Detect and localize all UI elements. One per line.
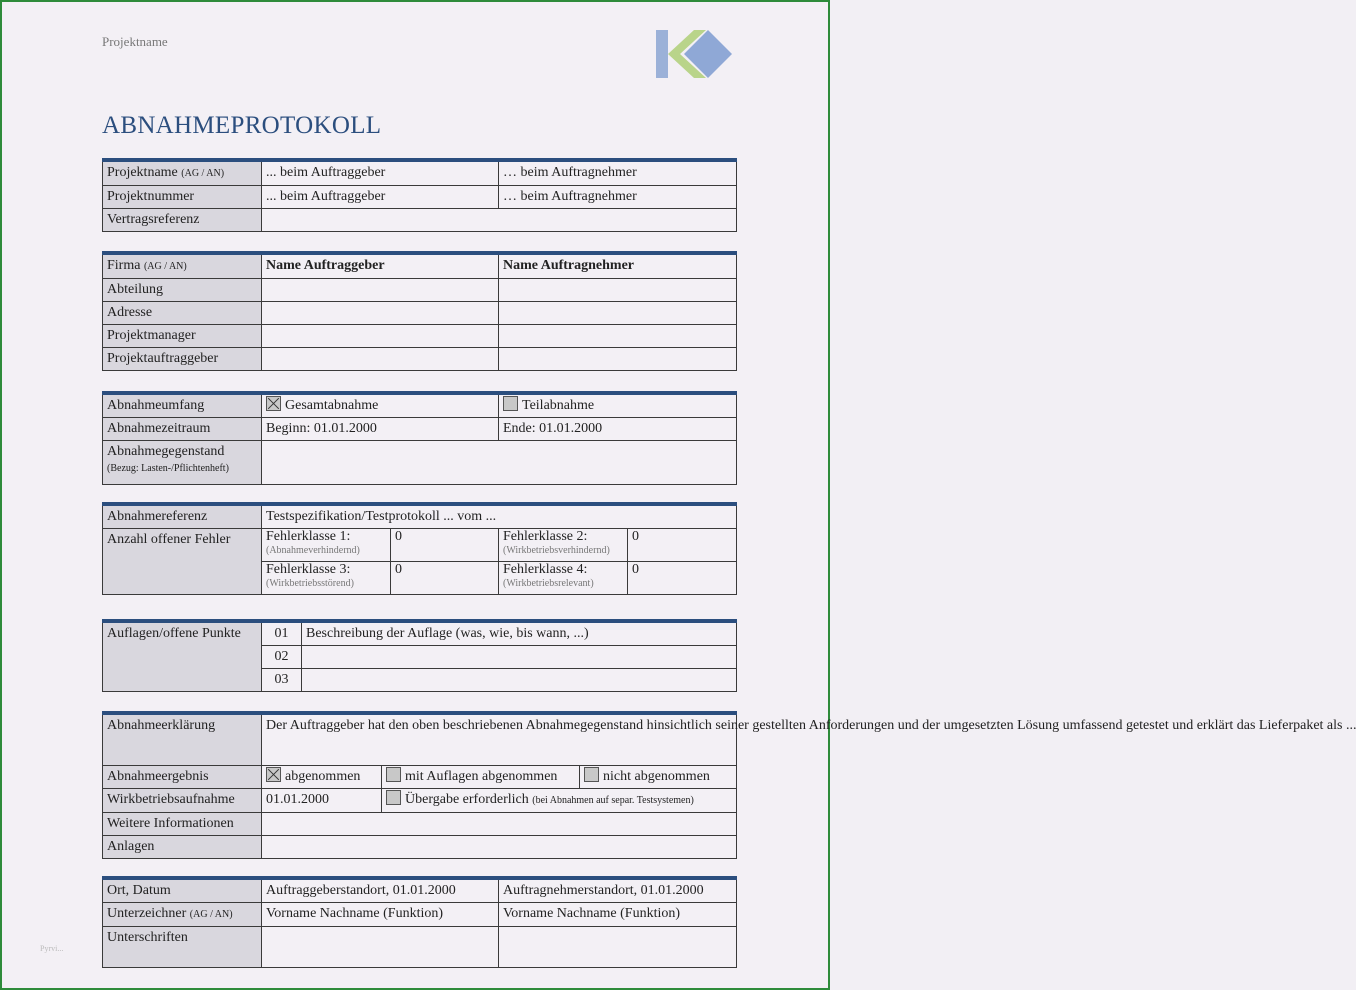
table-row <box>103 418 737 441</box>
condition-number: 03 <box>262 669 302 692</box>
table-row <box>103 878 737 903</box>
project-name-ag-field[interactable]: ... beim Auftraggeber <box>262 160 499 186</box>
project-number-ag-field[interactable]: ... beim Auftraggeber <box>262 186 499 209</box>
project-name-label: Projektname (AG / AN) <box>103 160 262 186</box>
go-live-date-field[interactable]: 01.01.2000 <box>262 789 382 813</box>
condition-description-field[interactable]: Beschreibung der Auflage (was, wie, bis wann, ...) <box>302 621 737 646</box>
table-row <box>103 529 737 562</box>
project-number-an-field[interactable]: … beim Auftragnehmer <box>499 186 737 209</box>
watermark: Pyrvi... <box>40 944 64 953</box>
defect-class-1-value[interactable]: 0 <box>391 529 499 562</box>
table-row <box>103 279 737 302</box>
table-row <box>103 325 737 348</box>
table-row <box>103 813 737 836</box>
table-row <box>103 836 737 859</box>
defects-table <box>102 502 737 595</box>
checkbox-icon[interactable] <box>386 790 401 805</box>
table-row <box>103 903 737 927</box>
attachments-label: Anlagen <box>103 836 262 859</box>
acceptance-reference-field[interactable]: Testspezifikation/Testprotokoll ... vom ... <box>262 504 737 529</box>
department-label: Abteilung <box>103 279 262 302</box>
period-end-field[interactable]: Ende: 01.01.2000 <box>499 418 737 441</box>
client-name-header: Name Auftraggeber <box>262 253 499 279</box>
project-manager-label: Projektmanager <box>103 325 262 348</box>
signatory-label: Unterzeichner (AG / AN) <box>103 903 262 927</box>
defect-class-2-value[interactable]: 0 <box>628 529 737 562</box>
signatures-label: Unterschriften <box>103 927 262 968</box>
project-name-an-field[interactable]: … beim Auftragnehmer <box>499 160 737 186</box>
open-defects-label: Anzahl offener Fehler <box>103 529 262 595</box>
defect-class-3: Fehlerklasse 3: (Wirkbetriebsstörend) <box>262 562 391 595</box>
checkbox-checked-icon[interactable] <box>266 767 281 782</box>
attachments-field[interactable] <box>262 836 737 859</box>
accepted-option[interactable]: abgenommen <box>262 766 382 789</box>
acceptance-declaration-label: Abnahmeerklärung <box>103 713 262 766</box>
table-row <box>103 713 737 766</box>
company-logo-icon <box>654 28 736 80</box>
handover-required-option[interactable]: Übergabe erforderlich (bei Abnahmen auf separ. Testsystemen) <box>382 789 737 813</box>
not-accepted-option[interactable]: nicht abgenommen <box>580 766 737 789</box>
checkbox-icon[interactable] <box>503 396 518 411</box>
company-label: Firma (AG / AN) <box>103 253 262 279</box>
checkbox-icon[interactable] <box>584 767 599 782</box>
address-ag-field[interactable] <box>262 302 499 325</box>
conditions-label: Auflagen/offene Punkte <box>103 621 262 692</box>
table-row <box>103 160 737 186</box>
table-row <box>103 253 737 279</box>
accepted-with-conditions-option[interactable]: mit Auflagen abgenommen <box>382 766 580 789</box>
condition-number: 01 <box>262 621 302 646</box>
acceptance-object-field[interactable] <box>262 441 737 485</box>
place-date-label: Ort, Datum <box>103 878 262 903</box>
header-project-name: Projektname <box>102 34 168 49</box>
company-table <box>102 251 737 371</box>
checkbox-checked-icon[interactable] <box>266 396 281 411</box>
project-sponsor-ag-field[interactable] <box>262 348 499 371</box>
acceptance-period-label: Abnahmezeitraum <box>103 418 262 441</box>
condition-number: 02 <box>262 646 302 669</box>
period-begin-field[interactable]: Beginn: 01.01.2000 <box>262 418 499 441</box>
further-info-label: Weitere Informationen <box>103 813 262 836</box>
department-an-field[interactable] <box>499 279 737 302</box>
place-date-an-field[interactable]: Auftragnehmerstandort, 01.01.2000 <box>499 878 737 903</box>
signatory-an-field[interactable]: Vorname Nachname (Funktion) <box>499 903 737 927</box>
project-sponsor-label: Projektauftraggeber <box>103 348 262 371</box>
contract-reference-label: Vertragsreferenz <box>103 209 262 232</box>
address-label: Adresse <box>103 302 262 325</box>
table-row <box>103 302 737 325</box>
acceptance-scope-table <box>102 391 737 485</box>
declaration-table <box>102 711 1356 859</box>
table-row <box>103 393 737 418</box>
table-row <box>103 621 737 646</box>
condition-description-field[interactable] <box>302 669 737 692</box>
table-row <box>103 504 737 529</box>
project-manager-ag-field[interactable] <box>262 325 499 348</box>
table-row <box>103 766 737 789</box>
go-live-label: Wirkbetriebsaufnahme <box>103 789 262 813</box>
acceptance-result-label: Abnahmeergebnis <box>103 766 262 789</box>
signature-ag-field[interactable] <box>262 927 499 968</box>
signature-an-field[interactable] <box>499 927 737 968</box>
department-ag-field[interactable] <box>262 279 499 302</box>
table-row <box>103 927 737 968</box>
acceptance-scope-label: Abnahmeumfang <box>103 393 262 418</box>
acceptance-object-label: Abnahmegegenstand (Bezug: Lasten-/Pflichtenheft) <box>103 441 262 485</box>
acceptance-declaration-text: Der Auftraggeber hat den oben beschriebenen Abnahmegegenstand hinsichtlich seiner gestellten Anforderungen und der umgesetzten Lösung umfassend getestet und erklärt das Lieferpaket als ... <box>262 713 737 766</box>
contractor-name-header: Name Auftragnehmer <box>499 253 737 279</box>
address-an-field[interactable] <box>499 302 737 325</box>
table-row <box>103 348 737 371</box>
condition-description-field[interactable] <box>302 646 737 669</box>
document-title: ABNAHMEPROTOKOLL <box>102 112 382 139</box>
defect-class-2: Fehlerklasse 2: (Wirkbetriebsverhindernd) <box>499 529 628 562</box>
project-sponsor-an-field[interactable] <box>499 348 737 371</box>
project-number-label: Projektnummer <box>103 186 262 209</box>
partial-acceptance-option[interactable]: Teilabnahme <box>499 393 737 418</box>
table-row <box>103 441 737 485</box>
contract-reference-field[interactable] <box>262 209 737 232</box>
defect-class-3-value[interactable]: 0 <box>391 562 499 595</box>
table-row <box>103 209 737 232</box>
defect-class-1: Fehlerklasse 1: (Abnahmeverhindernd) <box>262 529 391 562</box>
defect-class-4: Fehlerklasse 4: (Wirkbetriebsrelevant) <box>499 562 628 595</box>
place-date-ag-field[interactable]: Auftraggeberstandort, 01.01.2000 <box>262 878 499 903</box>
defect-class-4-value[interactable]: 0 <box>628 562 737 595</box>
checkbox-icon[interactable] <box>386 767 401 782</box>
signatory-ag-field[interactable]: Vorname Nachname (Funktion) <box>262 903 499 927</box>
full-acceptance-option[interactable]: Gesamtabnahme <box>262 393 499 418</box>
signature-table <box>102 876 737 968</box>
acceptance-reference-label: Abnahmereferenz <box>103 504 262 529</box>
project-table <box>102 158 737 232</box>
table-row <box>103 186 737 209</box>
conditions-table <box>102 619 737 692</box>
project-manager-an-field[interactable] <box>499 325 737 348</box>
table-row <box>103 789 737 813</box>
further-info-field[interactable] <box>262 813 737 836</box>
